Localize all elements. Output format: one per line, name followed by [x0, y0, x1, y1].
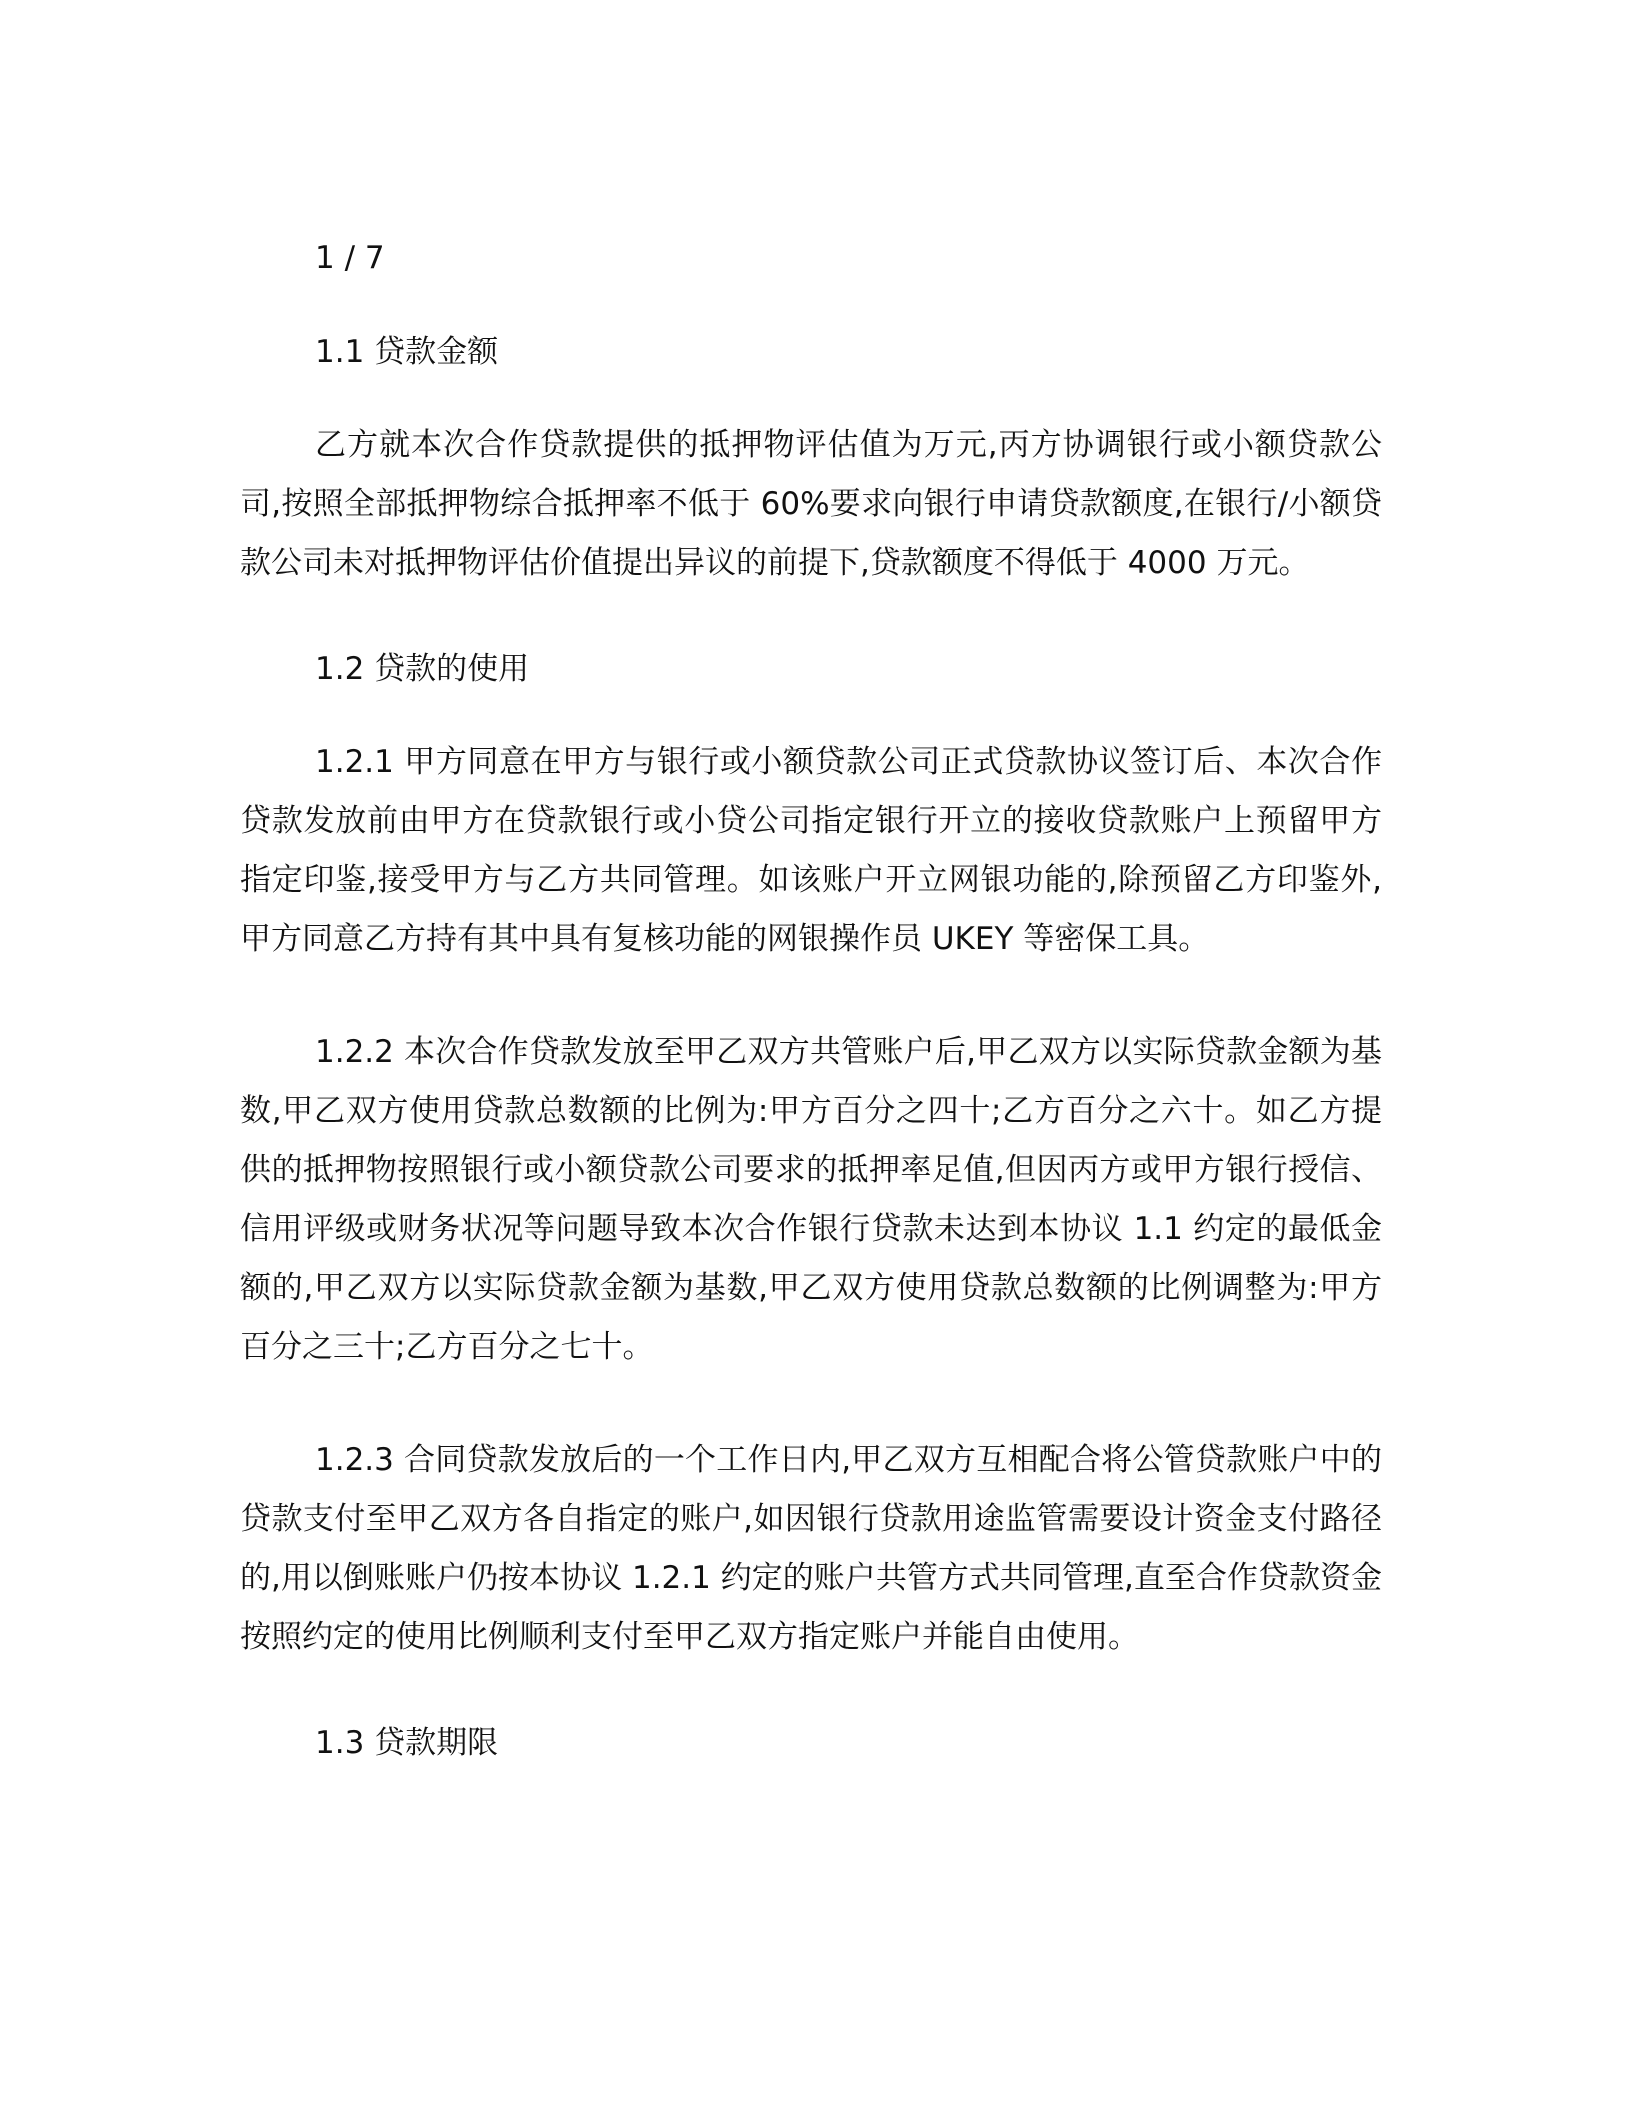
section-heading-1-2: 1.2 贷款的使用: [315, 651, 530, 687]
document-body: [240, 236, 1382, 1765]
paragraph-1-2-2: 1.2.2 本次合作贷款发放至甲乙双方共管账户后,甲乙双方以实际贷款金额为基数,甲乙双方使用贷款总数额的比例为:甲方百分之四十;乙方百分之六十。如乙方提供的抵押物按照银行或小额贷款公司要求的抵押率足值,但因丙方或甲方银行授信、信用评级或财务状况等问题导致本次合作银行贷款未达到本协议 1.1 约定的最低金额的,甲乙双方以实际贷款金额为基数,甲乙双方使用贷款总数额的比例调整为:甲方百分之三十;乙方百分之七十。: [240, 1034, 1382, 1365]
spacer: [240, 593, 1382, 647]
section-heading-1-1: 1.1 贷款金额: [315, 334, 499, 370]
paragraph-1-2-3: 1.2.3 合同贷款发放后的一个工作日内,甲乙双方互相配合将公管贷款账户中的贷款支付至甲乙双方各自指定的账户,如因银行贷款用途监管需要设计资金支付路径的,用以倒账账户仍按本协议 1.2.1 约定的账户共管方式共同管理,直至合作贷款资金按照约定的使用比例顺利支付至甲乙双方指定账户并能自由使用。: [240, 1442, 1382, 1655]
spacer: [240, 1667, 1382, 1721]
spacer: [240, 1377, 1382, 1431]
spacer: [240, 691, 1382, 733]
spacer: [240, 969, 1382, 1023]
paragraph-1-2-1: 1.2.1 甲方同意在甲方与银行或小额贷款公司正式贷款协议签订后、本次合作贷款发放前由甲方在贷款银行或小贷公司指定银行开立的接收贷款账户上预留甲方指定印鉴,接受甲方与乙方共同管理。如该账户开立网银功能的,除预留乙方印鉴外,甲方同意乙方持有其中具有复核功能的网银操作员 UKEY 等密保工具。: [240, 744, 1382, 957]
section-heading-1-3: 1.3 贷款期限: [315, 1725, 499, 1761]
page-number: 1 / 7: [315, 240, 385, 276]
spacer: [240, 374, 1382, 416]
paragraph-1-1: 乙方就本次合作贷款提供的抵押物评估值为万元,丙方协调银行或小额贷款公司,按照全部抵押物综合抵押率不低于 60%要求向银行申请贷款额度,在银行/小额贷款公司未对抵押物评估价值提出异议的前提下,贷款额度不得低于 4000 万元。: [240, 427, 1382, 581]
